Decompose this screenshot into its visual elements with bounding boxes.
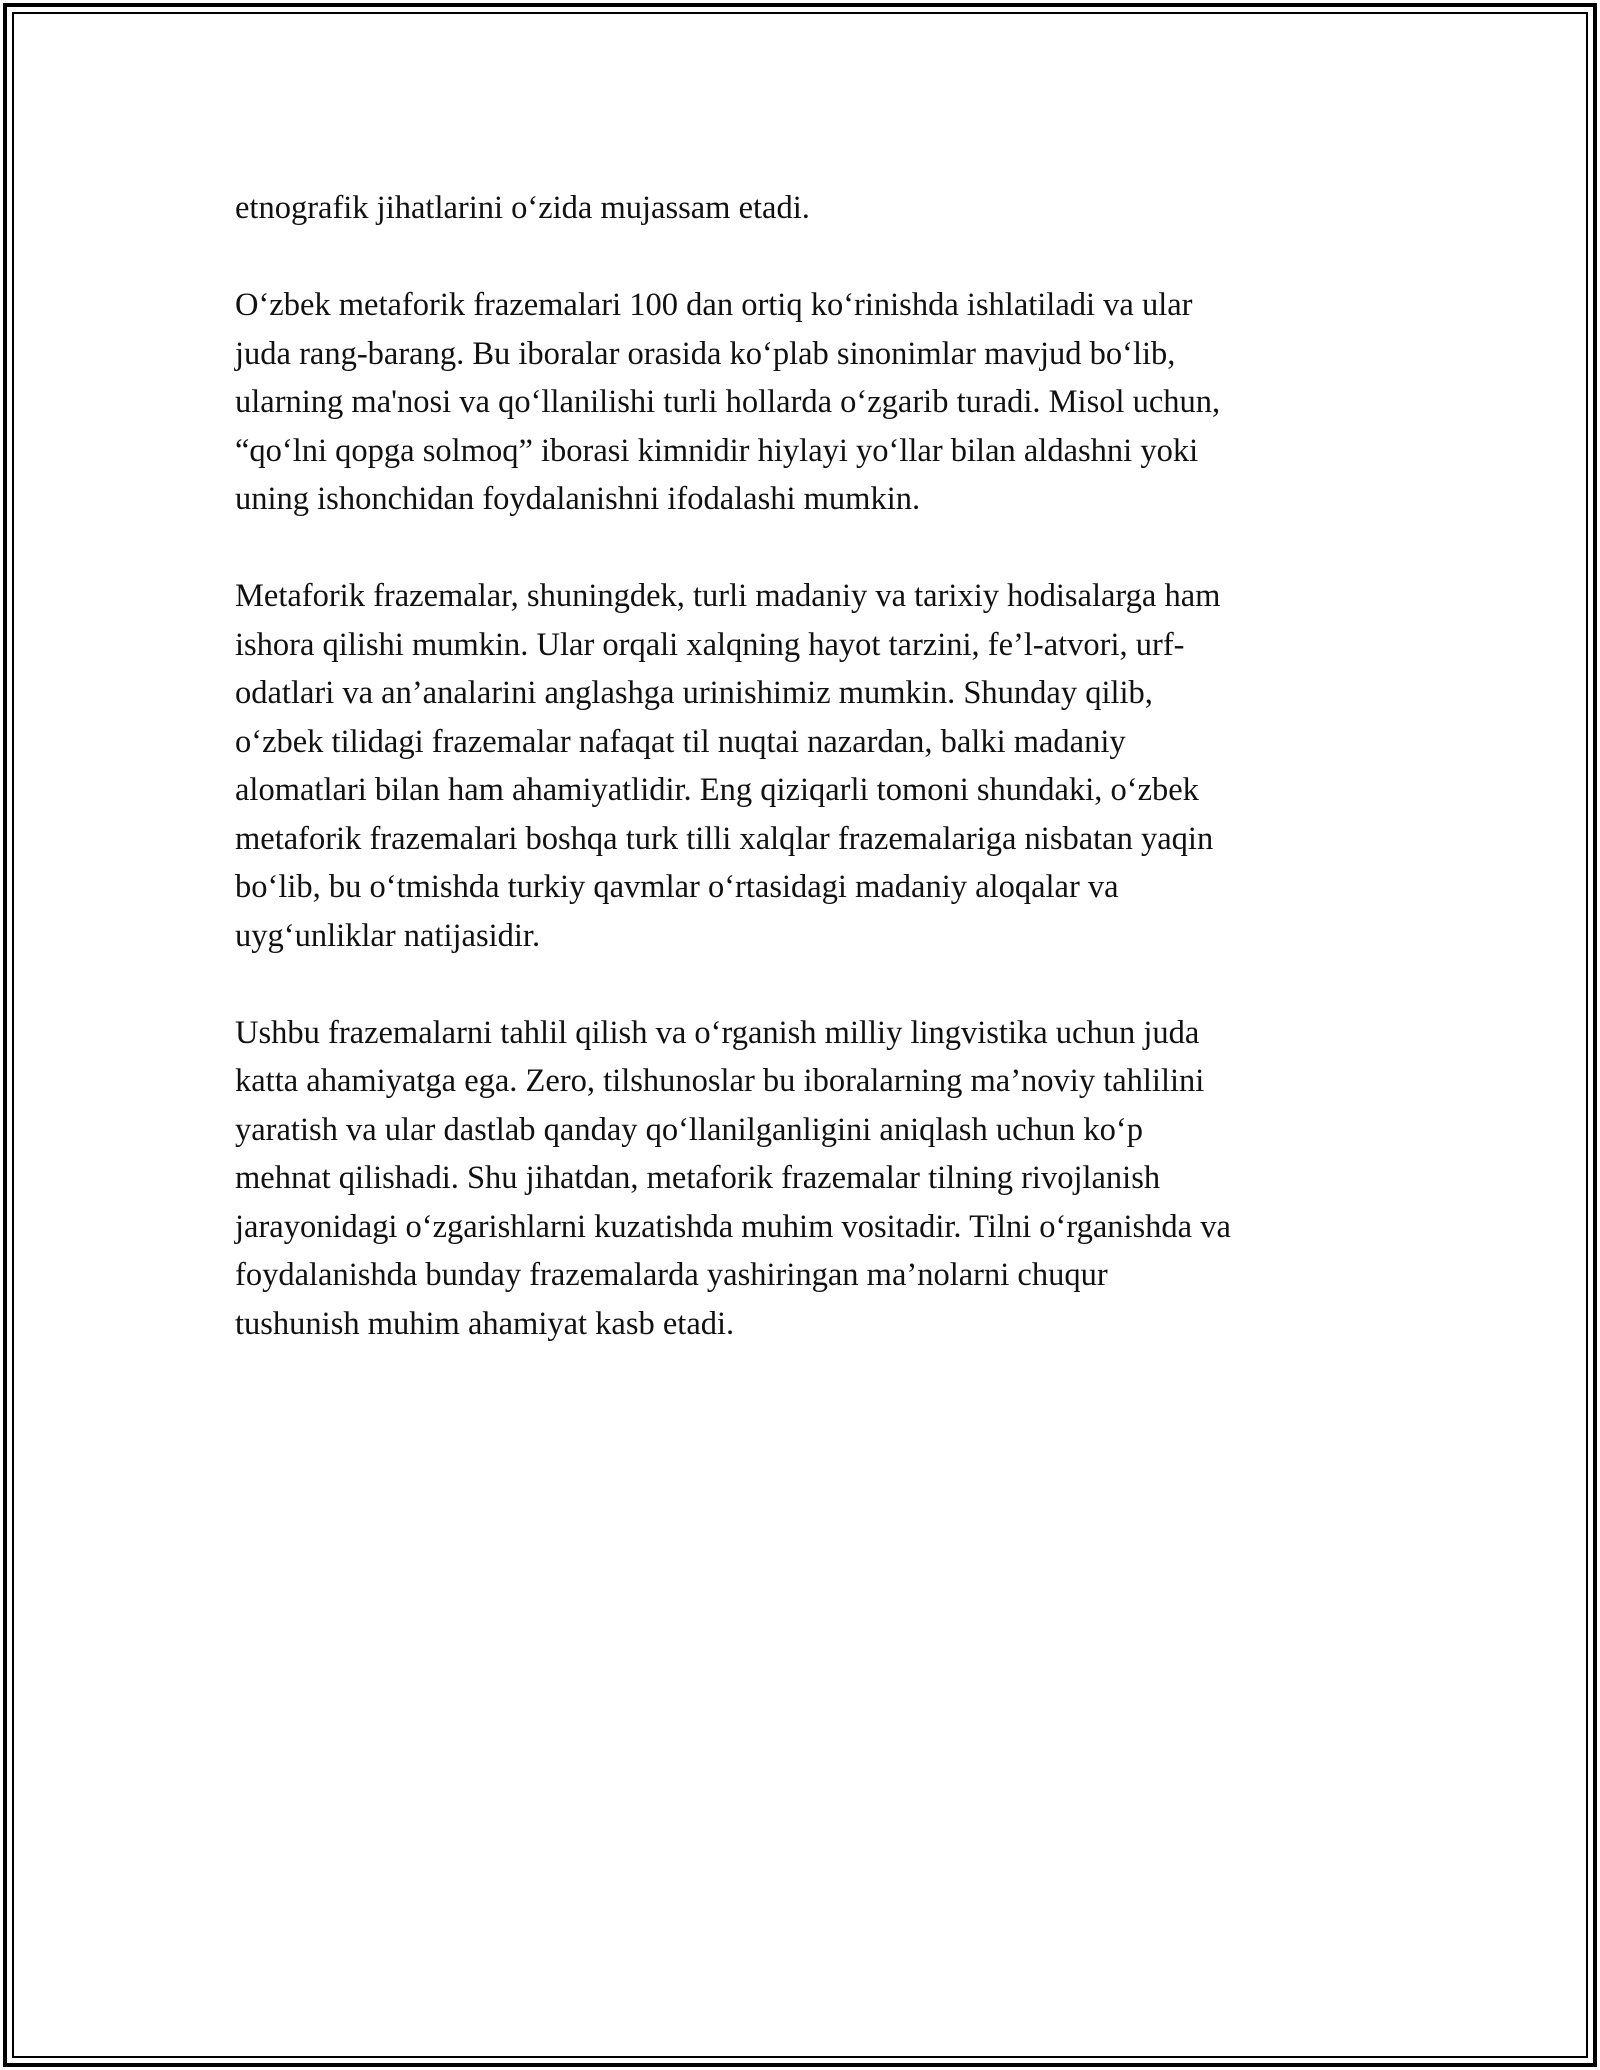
paragraph-2: O‘zbek metaforik frazemalari 100 dan ortiq ko‘rinishda ishlatiladi va ular juda rang-barang. Bu iboralar orasida ko‘plab sinonimlar mavjud bo‘lib, ularning ma'nosi va qo‘llanilishi turli hollarda o‘zgarib turadi. Misol uchun, “qo‘lni qopga solmoq” iborasi kimnidir hiylayi yo‘llar bilan aldashni yoki uning ishonchidan foydalanishni ifodalashi mumkin. (235, 287, 1221, 517)
paragraph-4: Ushbu frazemalarni tahlil qilish va o‘rganish milliy lingvistika uchun juda katta ahamiyatga ega. Zero, tilshunoslar bu iboralarning ma’noviy tahlilini yaratish va ular dastlab qanday qo‘llanilganligini aniqlash uchun ko‘p mehnat qilishadi. Shu jihatdan, metaforik frazemalar tilning rivojlanish jarayonidagi o‘zgarishlarni kuzatishda muhim vositadir. Tilni o‘rganishda va foydalanishda bunday frazemalarda yashiringan ma’nolarni chuqur tushunish muhim ahamiyat kasb etadi. (235, 1014, 1231, 1342)
paragraph-1: etnografik jihatlarini o‘zida mujassam etadi. (235, 190, 810, 226)
document-body (235, 184, 1375, 1397)
paragraph-3: Metaforik frazemalar, shuningdek, turli madaniy va tarixiy hodisalarga ham ishora qilishi mumkin. Ular orqali xalqning hayot tarzini, fe’l-atvori, urf- odatlari va an’analarini anglashga urinishimiz mumkin. Shunday qilib, o‘zbek tilidagi frazemalar nafaqat til nuqtai nazardan, balki madaniy alomatlari bilan ham ahamiyatlidir. Eng qiziqarli tomoni shundaki, o‘zbek metaforik frazemalari boshqa turk tilli xalqlar frazemalariga nisbatan yaqin bo‘lib, bu o‘tmishda turkiy qavmlar o‘rtasidagi madaniy aloqalar va uyg‘unliklar natijasidir. (235, 578, 1221, 954)
